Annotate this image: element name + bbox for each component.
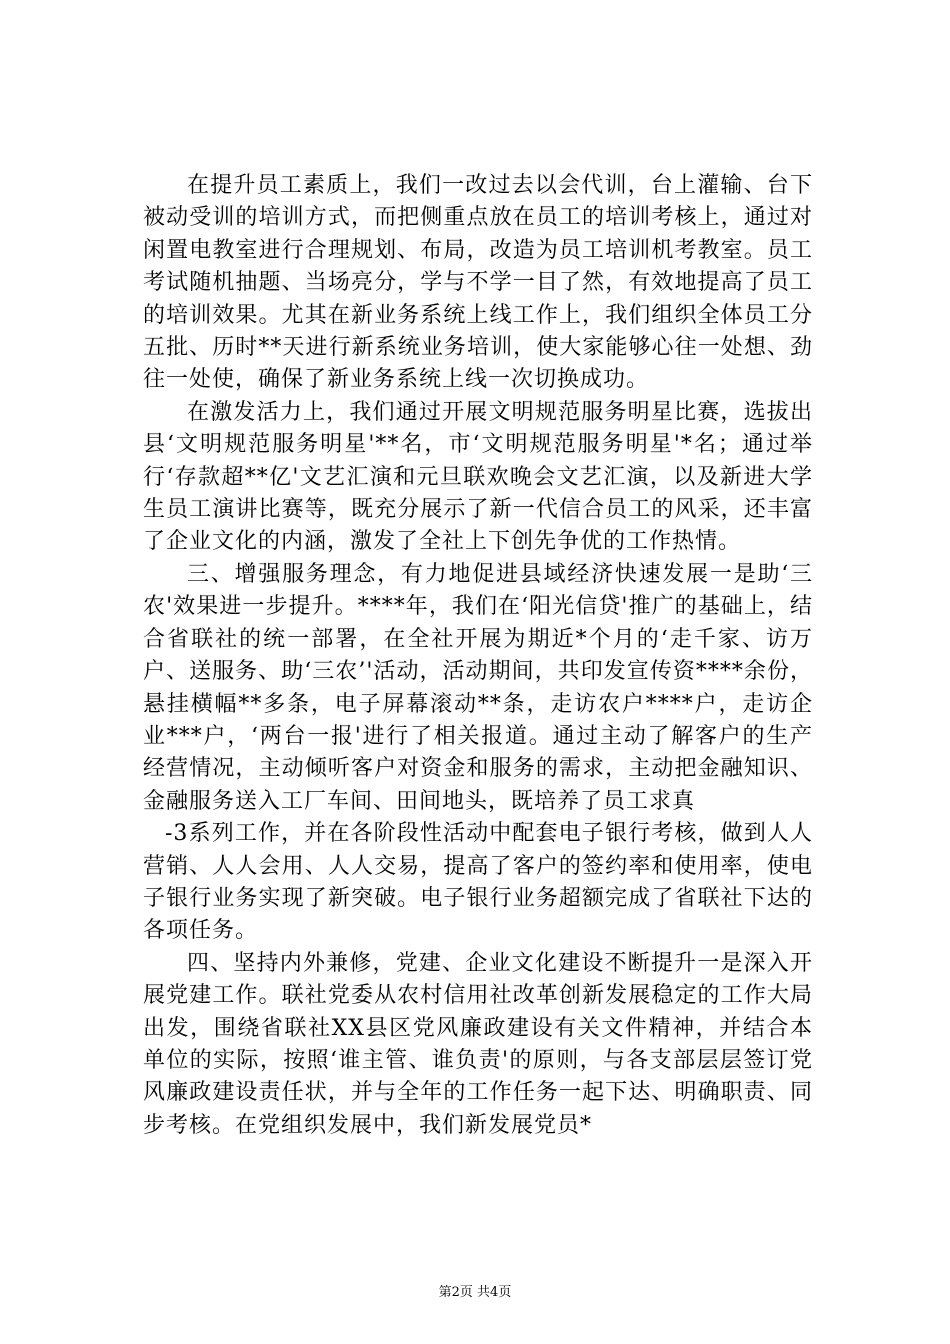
paragraph-vitality: 在激发活力上，我们通过开展文明规范服务明星比赛，选拔出县‘文明规范服务明星'**名，市‘文明规范服务明星'*名；通过举行‘存款超**亿'文艺汇演和元旦联欢晚会文艺汇演，以及新进大学生员工演讲比赛等，既充分展示了新一代信合员工的风采，还丰富了企业文化的内涵，激发了全社上下创先争优的工作热情。 (143, 399, 813, 555)
page-number-footer: 第2页 共4页 (438, 1285, 512, 1300)
document-body (143, 170, 813, 1142)
paragraph-staff-quality: 在提升员工素质上，我们一改过去以会代训，台上灌输、台下被动受训的培训方式，而把侧重点放在员工的培训考核上，通过对闲置电教室进行合理规划、布局，改造为员工培训机考教室。员工考试随机抽题、当场亮分，学与不学一目了然，有效地提高了员工的培训效果。尤其在新业务系统上线工作上，我们组织全体员工分五批、历时**天进行新系统业务培训，使大家能够心往一处想、劲往一处使，确保了新业务系统上线一次切换成功。 (143, 173, 813, 393)
paragraph-service-concept: 三、增强服务理念，有力地促进县域经济快速发展一是助‘三农'效果进一步提升。****年，我们在‘阳光信贷'推广的基础上，结合省联社的统一部署，在全社开展为期近*个月的‘走千家、访万户、送服务、助‘三农’'活动，活动期间，共印发宣传资****余份，悬挂横幅**多条，电子屏幕滚动**条，走访农户****户，走访企业***户，‘两台一报'进行了相关报道。通过主动了解客户的生产经营情况，主动倾听客户对资金和服务的需求，主动把金融知识、金融服务送入工厂车间、田间地头，既培养了员工求真 (143, 561, 813, 814)
paragraph-ebanking: -3系列工作，并在各阶段性活动中配套电子银行考核，做到人人营销、人人会用、人人交易，提高了客户的签约率和使用率，使电子银行业务实现了新突破。电子银行业务超额完成了省联社下达的各项任务。 (143, 821, 813, 944)
paragraph-party-building: 四、坚持内外兼修，党建、企业文化建设不断提升一是深入开展党建工作。联社党委从农村信用社改革创新发展稳定的工作大局出发，围绕省联社XX县区党风廉政建设有关文件精神，并结合本单位的实际，按照‘谁主管、谁负责'的原则，与各支部层层签订党风廉政建设责任状，并与全年的工作任务一起下达、明确职责、同步考核。在党组织发展中，我们新发展党员* (143, 950, 813, 1138)
